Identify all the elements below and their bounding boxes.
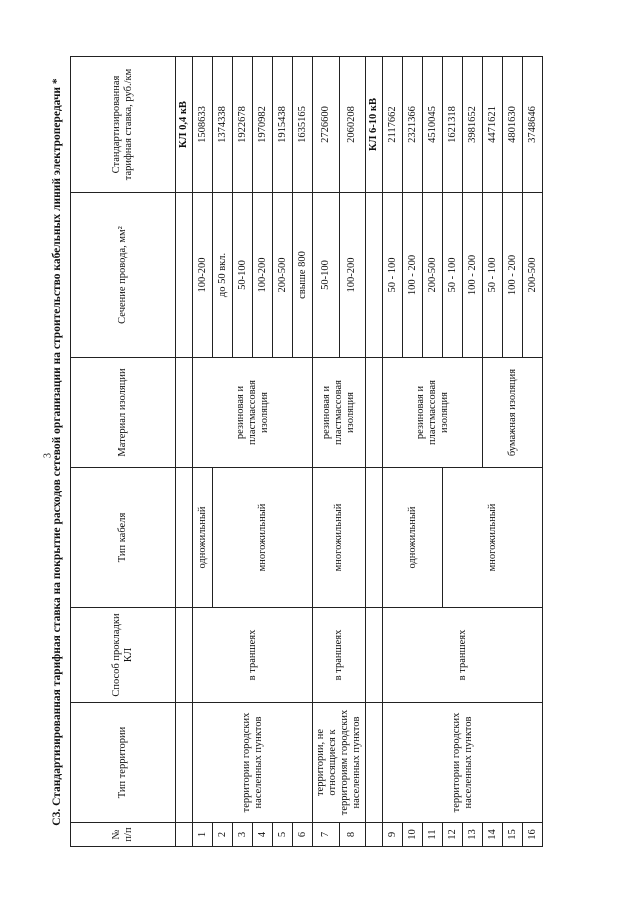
- header-rate: Стандартизированная тарифная ставка, руб./км: [71, 57, 176, 193]
- header-insulation: Материал изоляции: [71, 358, 176, 468]
- section-row-kl610: [366, 57, 383, 847]
- row-number: 3: [233, 823, 253, 847]
- cell-insulation-rubber: резиновая и пластмассовая изоляция: [383, 358, 483, 468]
- rotated-page-content: [50, 57, 590, 847]
- cell-section: 100-200: [193, 193, 213, 358]
- cell-method-trench: в траншеях: [193, 608, 313, 703]
- tariff-table: [70, 56, 543, 847]
- cell-section: 200-500: [523, 193, 543, 358]
- cell-section: 100-200: [339, 193, 366, 358]
- cell-rate: 1970982: [253, 57, 273, 193]
- cell-section: 50-100: [313, 193, 340, 358]
- cell-cable-multi: многожильный: [313, 468, 366, 608]
- cell-section: 200-500: [423, 193, 443, 358]
- cell-section: 100-200: [253, 193, 273, 358]
- cell-cable-multi: многожильный: [443, 468, 543, 608]
- cell-method-trench: в траншеях: [383, 608, 543, 703]
- row-number: 1: [193, 823, 213, 847]
- cell-section: 50 - 100: [443, 193, 463, 358]
- row-number: 5: [273, 823, 293, 847]
- header-row: [71, 57, 176, 847]
- row-number: 11: [423, 823, 443, 847]
- cell-territory-urban: территории городских населенных пунктов: [383, 703, 543, 823]
- cell-rate: 1915438: [273, 57, 293, 193]
- cell-section: 100 - 200: [503, 193, 523, 358]
- cell-rate: 1922678: [233, 57, 253, 193]
- row-number: 7: [313, 823, 340, 847]
- page-number: 3: [42, 453, 54, 458]
- cell-section: свыше 800: [293, 193, 313, 358]
- header-num: № п/п: [71, 823, 176, 847]
- cell-rate: 2117662: [383, 57, 403, 193]
- row-number: 12: [443, 823, 463, 847]
- cell-rate: 1374338: [213, 57, 233, 193]
- row-number: 4: [253, 823, 273, 847]
- cell-territory-nonurban: территории, не относящиеся к территориям городских населенных пунктов: [313, 703, 366, 823]
- header-territory: Тип территории: [71, 703, 176, 823]
- cell-insulation-paper: бумажная изоляция: [483, 358, 543, 468]
- cell-insulation-rubber: резиновая и пластмассовая изоляция: [313, 358, 366, 468]
- table-row: [193, 57, 213, 847]
- cell-rate: 4801630: [503, 57, 523, 193]
- table-row: [313, 57, 340, 847]
- cell-rate: 4510045: [423, 57, 443, 193]
- cell-section: 50 - 100: [383, 193, 403, 358]
- cell-rate: 2726600: [313, 57, 340, 193]
- section-label-kl04: КЛ 0,4 кВ: [176, 57, 193, 193]
- section-row-kl04: [176, 57, 193, 847]
- cell-rate: 4471621: [483, 57, 503, 193]
- cell-rate: 1635165: [293, 57, 313, 193]
- document-title: С3. Стандартизированная тарифная ставка на покрытие расходов сетевой организации на строительство кабельных линий электропередачи *: [51, 78, 63, 826]
- cell-rate: 1621318: [443, 57, 463, 193]
- cell-method-trench: в траншеях: [313, 608, 366, 703]
- table-row: [383, 57, 403, 847]
- section-label-kl610: КЛ 6-10 кВ: [366, 57, 383, 193]
- row-number: 16: [523, 823, 543, 847]
- cell-cable-multi: многожильный: [213, 468, 313, 608]
- cell-rate: 2321366: [403, 57, 423, 193]
- cell-rate: 3981652: [463, 57, 483, 193]
- row-number: 9: [383, 823, 403, 847]
- cell-section: 100 - 200: [463, 193, 483, 358]
- header-cable: Тип кабеля: [71, 468, 176, 608]
- header-method: Способ прокладки КЛ: [71, 608, 176, 703]
- cell-section: 50-100: [233, 193, 253, 358]
- cell-rate: 3748646: [523, 57, 543, 193]
- row-number: 10: [403, 823, 423, 847]
- cell-section: 200-500: [273, 193, 293, 358]
- row-number: 15: [503, 823, 523, 847]
- cell-cable-single: одножильный: [383, 468, 443, 608]
- cell-cable-single: одножильный: [193, 468, 213, 608]
- row-number: 14: [483, 823, 503, 847]
- cell-rate: 1508633: [193, 57, 213, 193]
- cell-rate: 2060208: [339, 57, 366, 193]
- cell-insulation-rubber: резиновая и пластмассовая изоляция: [193, 358, 313, 468]
- row-number: 2: [213, 823, 233, 847]
- cell-territory-urban: территории городских населенных пунктов: [193, 703, 313, 823]
- cell-section: 50 - 100: [483, 193, 503, 358]
- row-number: 6: [293, 823, 313, 847]
- row-number: 13: [463, 823, 483, 847]
- cell-section: до 50 вкл.: [213, 193, 233, 358]
- row-number: 8: [339, 823, 366, 847]
- cell-section: 100 - 200: [403, 193, 423, 358]
- header-section: Сечение провода, мм²: [71, 193, 176, 358]
